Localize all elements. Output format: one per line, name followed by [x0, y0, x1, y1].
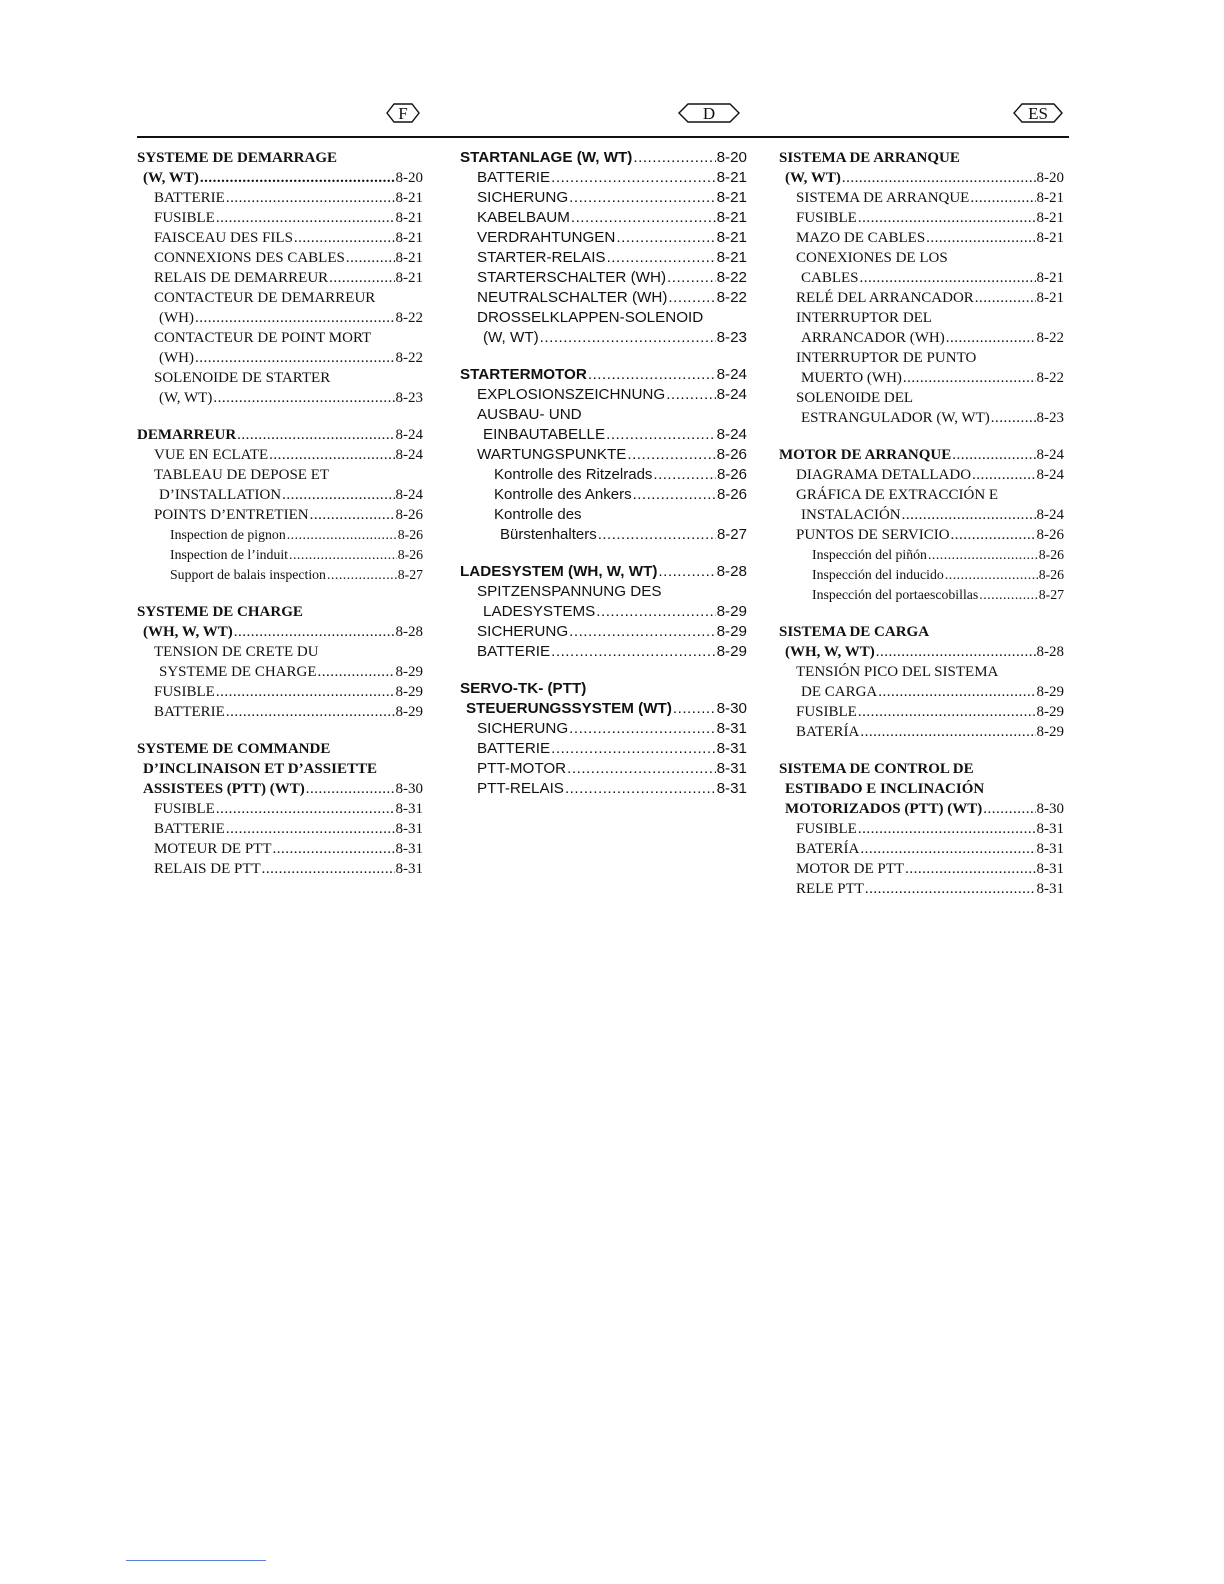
- toc-entry[interactable]: RELE PTT ..... 8-31: [779, 879, 1064, 899]
- toc-entry[interactable]: PTT-RELAIS ..... 8-31: [460, 779, 747, 799]
- toc-entry[interactable]: BATTERIE ..... 8-21: [137, 188, 423, 208]
- toc-entry[interactable]: SICHERUNG ..... 8-31: [460, 719, 747, 739]
- toc-entry[interactable]: WARTUNGSPUNKTE ..... 8-26: [460, 445, 747, 465]
- toc-entry-label: AUSBAU- UND: [477, 406, 582, 423]
- toc-entry[interactable]: FUSIBLE ..... 8-21: [137, 208, 423, 228]
- section-title[interactable]: DEMARREUR ..... 8-24: [137, 425, 423, 445]
- header-rule: [137, 136, 1069, 138]
- toc-entry[interactable]: BATERÍA ..... 8-31: [779, 839, 1064, 859]
- toc-entry[interactable]: CONNEXIONS DES CABLES ..... 8-21: [137, 248, 423, 268]
- toc-entry[interactable]: (W, WT) ..... 8-20: [137, 168, 423, 188]
- toc-subentry[interactable]: Bürstenhalters ..... 8-27: [460, 525, 747, 545]
- section-title[interactable]: STARTERMOTOR ..... 8-24: [460, 365, 747, 385]
- language-badges: [0, 103, 1224, 131]
- section-title: D’INCLINAISON ET D’ASSIETTE: [143, 761, 377, 777]
- toc-entry-label: SOLENOIDE DE STARTER: [154, 370, 331, 386]
- toc-entry[interactable]: SYSTEME DE CHARGE ..... 8-29: [137, 662, 423, 682]
- toc-entry[interactable]: SICHERUNG ..... 8-29: [460, 622, 747, 642]
- toc-entry[interactable]: (WH) ..... 8-22: [137, 308, 423, 328]
- section-title: SERVO-TK- (PTT): [460, 680, 587, 697]
- lang-badge-d: [678, 103, 740, 123]
- toc-entry[interactable]: PUNTOS DE SERVICIO ..... 8-26: [779, 525, 1064, 545]
- lang-label: ES: [1028, 103, 1048, 123]
- toc-entry[interactable]: EXPLOSIONSZEICHNUNG ..... 8-24: [460, 385, 747, 405]
- toc-entry[interactable]: RELAIS DE DEMARREUR ..... 8-21: [137, 268, 423, 288]
- toc-entry[interactable]: EINBAUTABELLE ..... 8-24: [460, 425, 747, 445]
- toc-entry[interactable]: SICHERUNG ..... 8-21: [460, 188, 747, 208]
- toc-entry-label: TENSION DE CRETE DU: [154, 644, 319, 660]
- toc-entry[interactable]: D’INSTALLATION ..... 8-24: [137, 485, 423, 505]
- toc-entry[interactable]: VUE EN ECLATE ..... 8-24: [137, 445, 423, 465]
- toc-entry[interactable]: BATTERIE ..... 8-21: [460, 168, 747, 188]
- toc-subentry[interactable]: Inspection de l’induit ..... 8-26: [137, 545, 423, 565]
- section-title: SYSTEME DE COMMANDE: [137, 741, 331, 757]
- toc-entry[interactable]: MOTOR DE PTT ..... 8-31: [779, 859, 1064, 879]
- toc-entry[interactable]: (WH, W, WT) ..... 8-28: [779, 642, 1064, 662]
- toc-subentry[interactable]: Inspection de pignon ..... 8-26: [137, 525, 423, 545]
- toc-entry[interactable]: MOTORIZADOS (PTT) (WT) ..... 8-30: [779, 799, 1064, 819]
- toc-entry-label: DROSSELKLAPPEN-SOLENOID: [477, 309, 704, 326]
- lang-label: F: [398, 103, 408, 123]
- toc-subentry[interactable]: Inspección del portaescobillas ..... 8-27: [779, 585, 1064, 605]
- toc-entry[interactable]: (W, WT) ..... 8-20: [779, 168, 1064, 188]
- toc-entry[interactable]: MUERTO (WH) ..... 8-22: [779, 368, 1064, 388]
- toc-entry[interactable]: FUSIBLE ..... 8-31: [137, 799, 423, 819]
- toc-subentry-label: Kontrolle des: [494, 506, 582, 523]
- toc-entry[interactable]: FUSIBLE ..... 8-29: [779, 702, 1064, 722]
- toc-entry[interactable]: VERDRAHTUNGEN ..... 8-21: [460, 228, 747, 248]
- toc-entry[interactable]: DE CARGA ..... 8-29: [779, 682, 1064, 702]
- toc-entry[interactable]: MOTEUR DE PTT ..... 8-31: [137, 839, 423, 859]
- toc-entry[interactable]: FAISCEAU DES FILS ..... 8-21: [137, 228, 423, 248]
- toc-entry[interactable]: BATERÍA ..... 8-29: [779, 722, 1064, 742]
- lang-badge-f: [386, 103, 420, 123]
- toc-subentry[interactable]: Support de balais inspection ..... 8-27: [137, 565, 423, 585]
- toc-entry[interactable]: SISTEMA DE ARRANQUE ..... 8-21: [779, 188, 1064, 208]
- section-title: SISTEMA DE ARRANQUE: [779, 150, 960, 166]
- toc-entry[interactable]: DIAGRAMA DETALLADO ..... 8-24: [779, 465, 1064, 485]
- toc-entry[interactable]: BATTERIE ..... 8-31: [460, 739, 747, 759]
- toc-entry[interactable]: (WH) ..... 8-22: [137, 348, 423, 368]
- toc-entry[interactable]: STEUERUNGSSYSTEM (WT) ..... 8-30: [460, 699, 747, 719]
- toc-entry[interactable]: POINTS D’ENTRETIEN ..... 8-26: [137, 505, 423, 525]
- toc-entry[interactable]: NEUTRALSCHALTER (WH) ..... 8-22: [460, 288, 747, 308]
- section-title: SYSTEME DE DEMARRAGE: [137, 150, 338, 166]
- toc-entry[interactable]: KABELBAUM ..... 8-21: [460, 208, 747, 228]
- toc-entry-label: TABLEAU DE DEPOSE ET: [154, 467, 330, 483]
- lang-badge-es: [1013, 103, 1063, 123]
- toc-entry[interactable]: CABLES ..... 8-21: [779, 268, 1064, 288]
- toc-entry-label: CONTACTEUR DE DEMARREUR: [154, 290, 376, 306]
- lang-label: D: [702, 103, 716, 123]
- toc-entry[interactable]: STARTER-RELAIS ..... 8-21: [460, 248, 747, 268]
- toc-entry[interactable]: FUSIBLE ..... 8-31: [779, 819, 1064, 839]
- toc-column-spanish: [779, 148, 1064, 899]
- toc-entry[interactable]: RELÉ DEL ARRANCADOR ..... 8-21: [779, 288, 1064, 308]
- toc-entry[interactable]: BATTERIE ..... 8-31: [137, 819, 423, 839]
- toc-entry[interactable]: ASSISTEES (PTT) (WT) ..... 8-30: [137, 779, 423, 799]
- section-title: ESTIBADO E INCLINACIÓN: [785, 781, 985, 797]
- toc-entry[interactable]: FUSIBLE ..... 8-29: [137, 682, 423, 702]
- section-title: SISTEMA DE CARGA: [779, 624, 930, 640]
- toc-entry-label: TENSIÓN PICO DEL SISTEMA: [796, 664, 999, 680]
- toc-subentry[interactable]: Inspección del inducido ..... 8-26: [779, 565, 1064, 585]
- toc-entry[interactable]: ARRANCADOR (WH) ..... 8-22: [779, 328, 1064, 348]
- toc-entry[interactable]: FUSIBLE ..... 8-21: [779, 208, 1064, 228]
- toc-entry-label: SPITZENSPANNUNG DES: [477, 583, 662, 600]
- toc-entry[interactable]: (W, WT) ..... 8-23: [137, 388, 423, 408]
- toc-entry-label: CONTACTEUR DE POINT MORT: [154, 330, 372, 346]
- toc-entry-label: INTERRUPTOR DE PUNTO: [796, 350, 977, 366]
- toc-entry[interactable]: ESTRANGULADOR (W, WT) ..... 8-23: [779, 408, 1064, 428]
- footer-line: [126, 1560, 266, 1561]
- section-title[interactable]: MOTOR DE ARRANQUE ..... 8-24: [779, 445, 1064, 465]
- toc-column-german: [460, 148, 747, 799]
- toc-entry[interactable]: RELAIS DE PTT ..... 8-31: [137, 859, 423, 879]
- toc-entry-label: GRÁFICA DE EXTRACCIÓN E: [796, 487, 999, 503]
- toc-entry[interactable]: STARTANLAGE (W, WT) ..... 8-20: [460, 148, 747, 168]
- section-title[interactable]: LADESYSTEM (WH, W, WT) ..... 8-28: [460, 562, 747, 582]
- toc-entry[interactable]: PTT-MOTOR ..... 8-31: [460, 759, 747, 779]
- toc-entry-label: CONEXIONES DE LOS: [796, 250, 948, 266]
- toc-subentry[interactable]: Kontrolle des Ritzelrads ..... 8-26: [460, 465, 747, 485]
- toc-subentry[interactable]: Inspección del piñón ..... 8-26: [779, 545, 1064, 565]
- section-title: SISTEMA DE CONTROL DE: [779, 761, 974, 777]
- toc-entry[interactable]: (WH, W, WT) ..... 8-28: [137, 622, 423, 642]
- section-title: SYSTEME DE CHARGE: [137, 604, 303, 620]
- toc-column-french: [137, 148, 423, 879]
- toc-subentry[interactable]: Kontrolle des Ankers ..... 8-26: [460, 485, 747, 505]
- toc-entry[interactable]: MAZO DE CABLES ..... 8-21: [779, 228, 1064, 248]
- toc-entry[interactable]: BATTERIE ..... 8-29: [137, 702, 423, 722]
- toc-entry[interactable]: BATTERIE ..... 8-29: [460, 642, 747, 662]
- toc-entry[interactable]: LADESYSTEMS ..... 8-29: [460, 602, 747, 622]
- toc-entry[interactable]: INSTALACIÓN ..... 8-24: [779, 505, 1064, 525]
- toc-entry[interactable]: STARTERSCHALTER (WH) ..... 8-22: [460, 268, 747, 288]
- toc-entry-label: INTERRUPTOR DEL: [796, 310, 932, 326]
- toc-entry-label: SOLENOIDE DEL: [796, 390, 914, 406]
- toc-entry[interactable]: (W, WT) ..... 8-23: [460, 328, 747, 348]
